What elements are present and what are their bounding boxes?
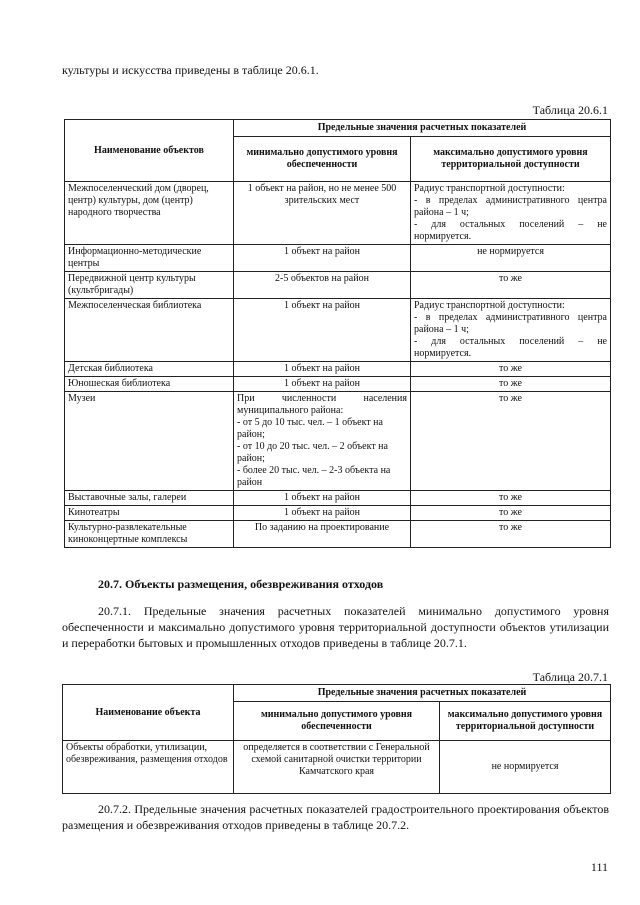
row-max: не нормируется	[440, 741, 611, 794]
row-min: 1 объект на район	[234, 377, 411, 392]
row-max: не нормируется	[411, 245, 611, 272]
table-row	[65, 491, 611, 506]
row-max: то же	[411, 491, 611, 506]
row-min: При численности населения муниципального района: - от 5 до 10 тыс. чел. – 1 объект на район; - от 10 до 20 тыс. чел. – 2 объект на район; - более 20 тыс. чел. – 2-3 объекта на район	[234, 392, 411, 491]
t1-group-header: Предельные значения расчетных показателей	[234, 120, 611, 137]
row-name: Объекты обработки, утилизации, обезвреживания, размещения отходов	[63, 741, 234, 794]
row-name: Культурно-развлекательные киноконцертные комплексы	[65, 521, 234, 548]
table-row	[65, 506, 611, 521]
row-name: Передвижной центр культуры (культбригады)	[65, 272, 234, 299]
t2-group-header: Предельные значения расчетных показателей	[234, 685, 611, 702]
row-name: Детская библиотека	[65, 362, 234, 377]
t1-col-name-header: Наименование объектов	[65, 120, 234, 182]
t2-col-min-header: минимально допустимого уровня обеспеченности	[234, 702, 440, 741]
page-number: 111	[590, 860, 608, 874]
table-row	[65, 245, 611, 272]
t2-col-name-header: Наименование объекта	[63, 685, 234, 741]
table-row	[65, 521, 611, 548]
row-name: Музеи	[65, 392, 234, 491]
row-min: 1 объект на район, но не менее 500 зрительских мест	[234, 182, 411, 245]
paragraph-20-7-2: 20.7.2. Предельные значения расчетных показателей градостроительного проектирования объектов размещения и обезвреживания отходов приведены в таблице 20.7.2.	[62, 802, 609, 832]
row-min: 2-5 объектов на район	[234, 272, 411, 299]
table-row	[65, 362, 611, 377]
row-min: 1 объект на район	[234, 506, 411, 521]
row-min: 1 объект на район	[234, 299, 411, 362]
row-max: то же	[411, 521, 611, 548]
row-name: Юношеская библиотека	[65, 377, 234, 392]
row-name: Межпоселенческая библиотека	[65, 299, 234, 362]
row-max: Радиус транспортной доступности: - в пределах административного центра района – 1 ч; - для остальных поселений – не нормируется.	[411, 182, 611, 245]
row-max: то же	[411, 392, 611, 491]
table-row	[65, 392, 611, 491]
table-row	[65, 272, 611, 299]
row-min: 1 объект на район	[234, 362, 411, 377]
row-max: то же	[411, 377, 611, 392]
table-20-6-1	[64, 119, 611, 548]
t1-col-max-header: максимально допустимого уровня территориальной доступности	[411, 137, 611, 182]
table-row	[65, 377, 611, 392]
row-name: Информационно-методические центры	[65, 245, 234, 272]
t1-col-min-header: минимально допустимого уровня обеспеченности	[234, 137, 411, 182]
table-20-7-1	[62, 684, 611, 794]
table-row	[63, 741, 611, 794]
row-min: По заданию на проектирование	[234, 521, 411, 548]
row-max: Радиус транспортной доступности: - в пределах административного центра района – 1 ч; - для остальных поселений – не нормируется.	[411, 299, 611, 362]
section-title: 20.7. Объекты размещения, обезвреживания отходов	[98, 577, 384, 591]
row-name: Межпоселенческий дом (дворец, центр) культуры, дом (центр) народного творчества	[65, 182, 234, 245]
table-row	[65, 182, 611, 245]
t2-col-max-header: максимально допустимого уровня территориальной доступности	[440, 702, 611, 741]
table-row	[65, 299, 611, 362]
row-max: то же	[411, 272, 611, 299]
intro-text: культуры и искусства приведены в таблице 20.6.1.	[62, 63, 319, 77]
row-max: то же	[411, 506, 611, 521]
table1-caption: Таблица 20.6.1	[532, 103, 608, 117]
row-name: Кинотеатры	[65, 506, 234, 521]
row-min: 1 объект на район	[234, 491, 411, 506]
paragraph-20-7-1: 20.7.1. Предельные значения расчетных показателей минимально допустимого уровня обеспеченности и максимально допустимого уровня территориальной доступности объектов утилизации и переработки бытовых и промышленных отходов приведены в таблице 20.7.1.	[62, 604, 609, 650]
row-min: 1 объект на район	[234, 245, 411, 272]
table2-caption: Таблица 20.7.1	[532, 670, 608, 684]
row-min: определяется в соответствии с Генеральной схемой санитарной очистки территории Камчатского края	[234, 741, 440, 794]
row-max: то же	[411, 362, 611, 377]
row-name: Выставочные залы, галереи	[65, 491, 234, 506]
